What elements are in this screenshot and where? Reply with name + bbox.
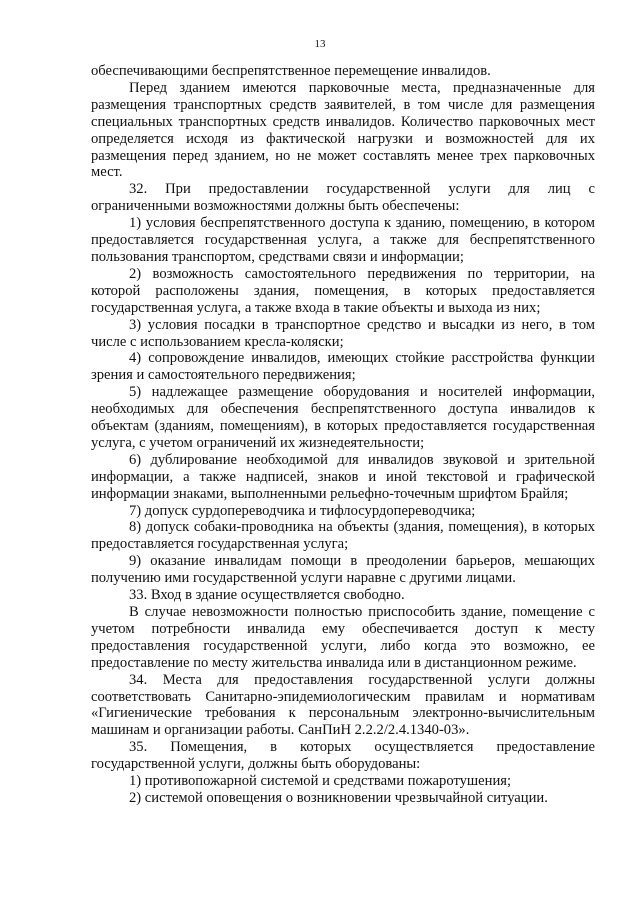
paragraph: Перед зданием имеются парковочные места, предназначенные для размещения транспортных средств заявителей, в том числе для размещения специальных транспортных средств инвалидов. Количество парковочных мест определяется исходя из фактической нагрузки и возможностей для их размещения перед зданием, но не может составлять менее трех парковочных мест. [91, 79, 595, 181]
paragraph: 35. Помещения, в которых осуществляется предоставление государственной услуги, должны быть оборудованы: [91, 739, 595, 773]
paragraph: 2) возможность самостоятельного передвижения по территории, на которой расположены здания, помещения, в которых предоставляется государственная услуга, а также входа в такие объекты и выхода из них; [91, 265, 595, 316]
paragraph: 32. При предоставлении государственной услуги для лиц с ограниченными возможностями должны быть обеспечены: [91, 181, 595, 215]
paragraph: 5) надлежащее размещение оборудования и носителей информации, необходимых для обеспечения беспрепятственного доступа инвалидов к объектам (зданиям, помещениям), в которых предоставляется государственная услуга, с учетом ограничений их жизнедеятельности; [91, 384, 595, 451]
paragraph: 2) системой оповещения о возникновении чрезвычайной ситуации. [129, 789, 548, 806]
page-number: 13 [314, 38, 326, 50]
paragraph: В случае невозможности полностью приспособить здание, помещение с учетом потребности инвалида ему обеспечивается доступ к месту предоставления государственной услуги, либо когда это возможно, ее предоставление по месту жительства инвалида или в дистанционном режиме. [91, 604, 595, 671]
document-body [91, 63, 595, 807]
paragraph: 34. Места для предоставления государственной услуги должны соответствовать Санитарно-эпидемиологическим правилам и нормативам «Гигиенические требования к персональным электронно-вычислительным машинам и организации работы. СанПиН 2.2.2/2.4.1340-03». [91, 671, 595, 739]
paragraph: 7) допуск сурдопереводчика и тифлосурдопереводчика; [129, 502, 476, 519]
paragraph: 1) условия беспрепятственного доступа к зданию, помещению, в котором предоставляется государственная услуга, а также для беспрепятственного пользования транспортом, средствами связи и информации; [91, 215, 595, 265]
paragraph: 9) оказание инвалидам помощи в преодолении барьеров, мешающих получению ими государственной услуги наравне с другими лицами. [91, 553, 595, 587]
paragraph: 4) сопровождение инвалидов, имеющих стойкие расстройства функции зрения и самостоятельного передвижения; [91, 350, 595, 384]
paragraph: 8) допуск собаки-проводника на объекты (здания, помещения), в которых предоставляется государственная услуга; [91, 519, 595, 553]
paragraph: 33. Вход в здание осуществляется свободно. [129, 587, 405, 604]
paragraph: 3) условия посадки в транспортное средство и высадки из него, в том числе с использованием кресла-коляски; [91, 316, 595, 350]
paragraph: 6) дублирование необходимой для инвалидов звуковой и зрительной информации, а также надписей, знаков и иной текстовой и графической информации знаками, выполненными рельефно-точечным шрифтом Брайля; [91, 451, 595, 502]
paragraph: обеспечивающими беспрепятственное перемещение инвалидов. [91, 63, 491, 79]
paragraph: 1) противопожарной системой и средствами пожаротушения; [129, 773, 512, 790]
